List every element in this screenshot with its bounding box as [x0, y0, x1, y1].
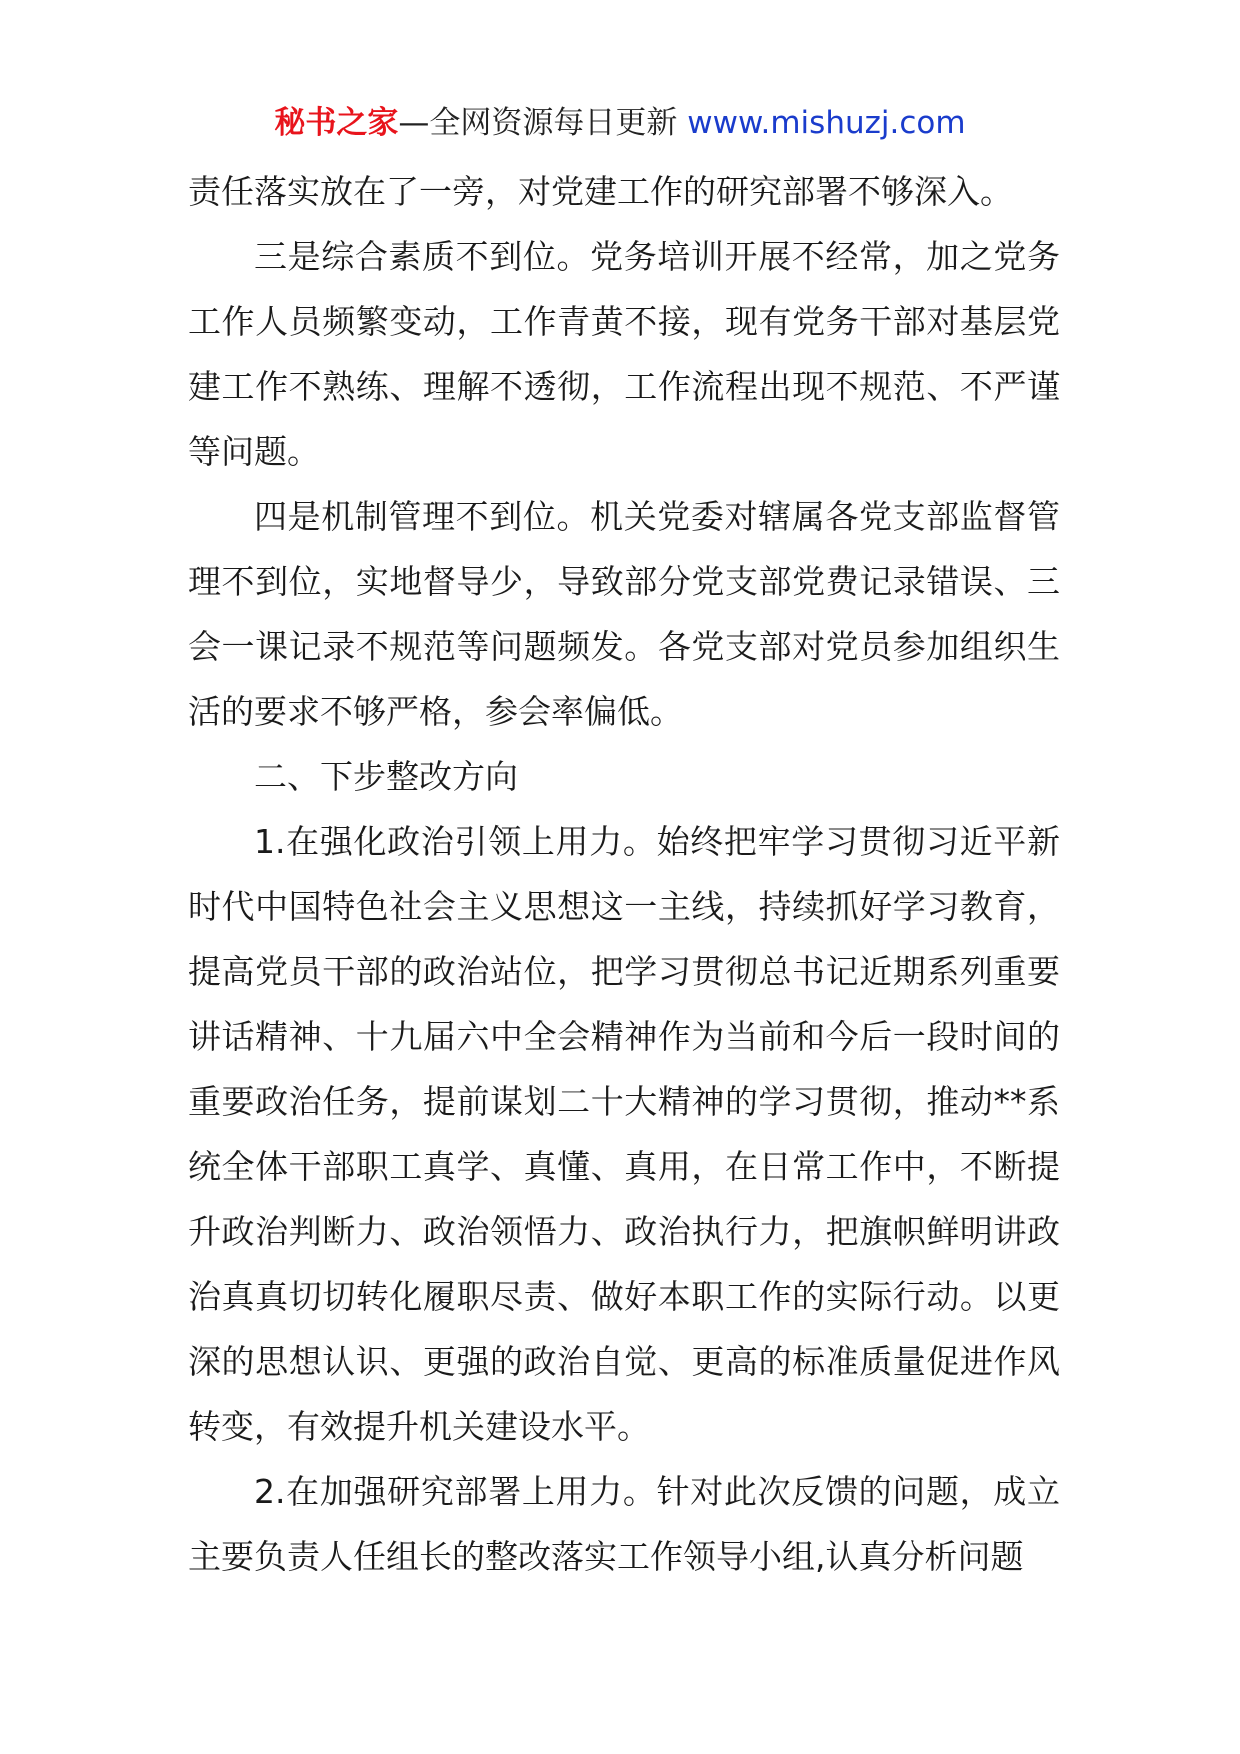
paragraph-continuation: 责任落实放在了一旁，对党建工作的研究部署不够深入。 — [188, 172, 1013, 211]
site-url-link[interactable]: www.mishuzj.com — [687, 105, 966, 141]
paragraph-point-four: 四是机制管理不到位。机关党委对辖属各党支部监督管理不到位，实地督导少，导致部分党支部党费记录错误、三会一课记录不规范等问题频发。各党支部对党员参加组织生活的要求不够严格，参会率偏低。 — [188, 497, 1060, 731]
site-brand: 秘书之家 — [274, 105, 399, 141]
site-header — [0, 103, 1240, 143]
site-tagline: —全网资源每日更新 — [398, 105, 688, 141]
document-body — [188, 159, 1060, 1589]
paragraph-item-2: 2.在加强研究部署上用力。针对此次反馈的问题，成立主要负责人任组长的整改落实工作领导小组,认真分析问题 — [188, 1472, 1060, 1576]
section-heading: 二、下步整改方向 — [254, 757, 518, 796]
paragraph-item-1: 1.在强化政治引领上用力。始终把牢学习贯彻习近平新时代中国特色社会主义思想这一主线，持续抓好学习教育，提高党员干部的政治站位，把学习贯彻总书记近期系列重要讲话精神、十九届六中全会精神作为当前和今后一段时间的重要政治任务，提前谋划二十大精神的学习贯彻，推动**系统全体干部职工真学、真懂、真用，在日常工作中，不断提升政治判断力、政治领悟力、政治执行力，把旗帜鲜明讲政治真真切切转化履职尽责、做好本职工作的实际行动。以更深的思想认识、更强的政治自觉、更高的标准质量促进作风转变，有效提升机关建设水平。 — [188, 822, 1060, 1446]
paragraph-point-three: 三是综合素质不到位。党务培训开展不经常，加之党务工作人员频繁变动，工作青黄不接，现有党务干部对基层党建工作不熟练、理解不透彻，工作流程出现不规范、不严谨等问题。 — [188, 237, 1060, 471]
